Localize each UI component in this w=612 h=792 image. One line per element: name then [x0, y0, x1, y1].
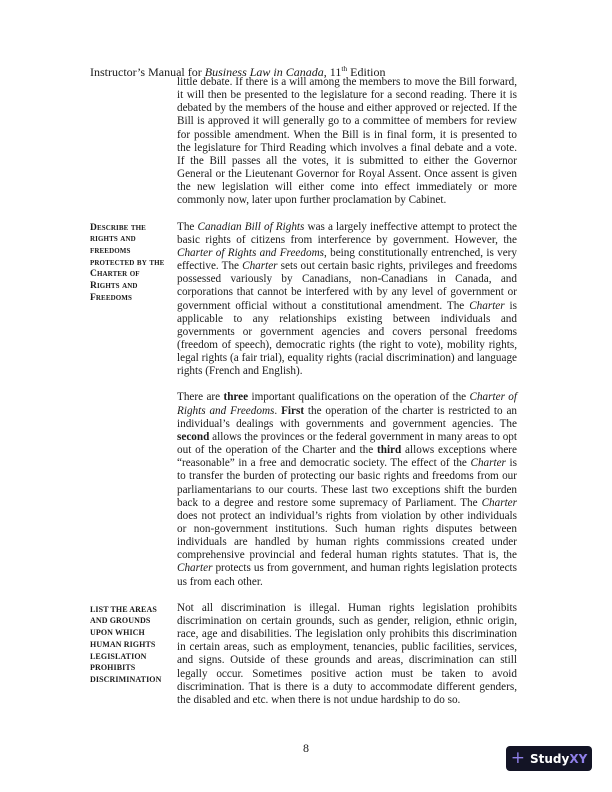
- bold-text: three: [223, 391, 249, 404]
- margin-spacer: [90, 76, 170, 78]
- text-run: allows the provinces or the federal government in many areas to opt out of the operation of the Charter and the: [177, 430, 517, 457]
- text-run: allows exceptions where “reasonable” in a free and democratic society. The effect of the: [177, 444, 517, 470]
- text-run: , being constitutionally entrenched, is very effective. The: [177, 246, 517, 273]
- paragraph-discrimination: [177, 602, 517, 707]
- bold-text: third: [377, 444, 402, 457]
- badge-xy: XY: [569, 751, 588, 766]
- plus-icon: +: [510, 748, 525, 768]
- italic-text: Charter: [469, 299, 505, 312]
- text-run: protects us from government, and human rights legislation protects us from each other.: [177, 562, 517, 588]
- badge-study: Study: [529, 751, 570, 766]
- text-run: is to transfer the burden of protecting our basic rights and freedoms from our parliamentarians to our courts. These last two exceptions shift the burden back to a degree and restore some supremacy of Parliament. The: [177, 457, 517, 509]
- italic-text: Charter: [470, 457, 506, 470]
- italic-text: Charter: [177, 562, 213, 575]
- margin-spacer: [90, 391, 170, 393]
- header-edition-sup: th: [341, 64, 348, 73]
- bold-text: First: [281, 404, 305, 417]
- italic-text: Charter: [481, 496, 517, 509]
- text-run: does not protect an individual’s rights from violation by other individuals or non-government institutions. Such human rights disputes between individuals are handled by human rights commissions created under comprehensive provincial and federal human rights statutes. That is, the: [177, 509, 517, 562]
- page-body: [90, 73, 517, 720]
- text-run: Not all discrimination is illegal. Human rights legislation prohibits discrimination on certain grounds, such as gender, religion, ethnic origin, race, age and disabilities. The legislation only prohibits this discrimination in certain areas, such as employment, tenancies, public facilities, services, and signs. Outside of these grounds and areas, discrimination can still legally occur. Sometimes positive action must be taken to avoid discrimination. That is there is a duty to accommodate different genders, the disabled and etc. when there is not undue hardship to do so.: [177, 601, 517, 706]
- header-edition: , 11: [323, 65, 342, 79]
- paragraph-qualifications: [177, 391, 517, 588]
- header-book-title: Business Law in Canada: [204, 65, 324, 79]
- text-run: .: [274, 404, 282, 417]
- header-prefix: Instructor’s Manual for: [90, 65, 205, 79]
- text-run: little debate. If there is a will among the members to move the Bill forward, it will then be presented to the legislature for a second reading. There it is debated by the members of the house and either approved or rejected. If the Bill is approved it will generally go to a committee of members for review for possible amendment. When the Bill is in final form, it is presented to the legislature for Third Reading which involves a final debate and a vote. If the Bill passes all the votes, it is submitted to either the Governor General or the Lieutenant Governor for Royal Assent. Once assent is given the new legislation will either come into effect immediately or more commonly now, later upon further proclamation by Cabinet.: [177, 76, 517, 207]
- italic-text: Charter of Rights and Freedoms: [177, 246, 325, 259]
- text-run: is applicable to any relationships existing between individuals and governments or government agencies and covers personal freedoms (freedom of speech), democratic rights (the right to vote), mobility rights, legal rights (a fair trial), equality rights (racial discrimination) and language rights (French and English).: [177, 299, 518, 378]
- text-run: There are: [177, 391, 224, 404]
- header-edition-suffix: Edition: [347, 65, 386, 79]
- bold-text: second: [177, 430, 210, 443]
- section-bill-process: [90, 76, 517, 208]
- page-number: 8: [303, 741, 309, 755]
- section-charter: [90, 221, 517, 379]
- text-run: The: [177, 220, 198, 233]
- section-qualifications: [90, 391, 517, 588]
- margin-label-discrimination: LIST THE AREAS AND GROUNDS UPON WHICH HUMAN RIGHTS LEGISLATION PROHIBITS DISCRIMINATION: [90, 604, 162, 684]
- paragraph-charter: [177, 221, 517, 379]
- italic-text: Charter: [242, 260, 278, 273]
- text-run: sets out certain basic rights, privileges and freedoms possessed variously by Canadians, non-Canadians in Canada, and corporations that cannot be interfered with by any level of government or government official without a constitutional amendment. The: [177, 260, 517, 312]
- studyxy-badge[interactable]: [506, 746, 592, 771]
- margin-label-charter: Describe the rights and freedoms protected by the Charter of Rights and Freedoms: [90, 222, 165, 303]
- section-discrimination: [90, 602, 517, 707]
- italic-text: Canadian Bill of Rights: [197, 220, 305, 233]
- text-run: was a largely ineffective attempt to protect the basic rights of citizens from interference by government. However, the: [177, 220, 517, 246]
- text-run: the operation of the charter is restricted to an individual’s dealings with governments and government agencies. The: [177, 404, 518, 430]
- paragraph-bill-process: [177, 76, 517, 208]
- text-run: important qualifications on the operation of the: [248, 391, 470, 404]
- italic-text: Charter of Rights and Freedoms: [177, 391, 517, 417]
